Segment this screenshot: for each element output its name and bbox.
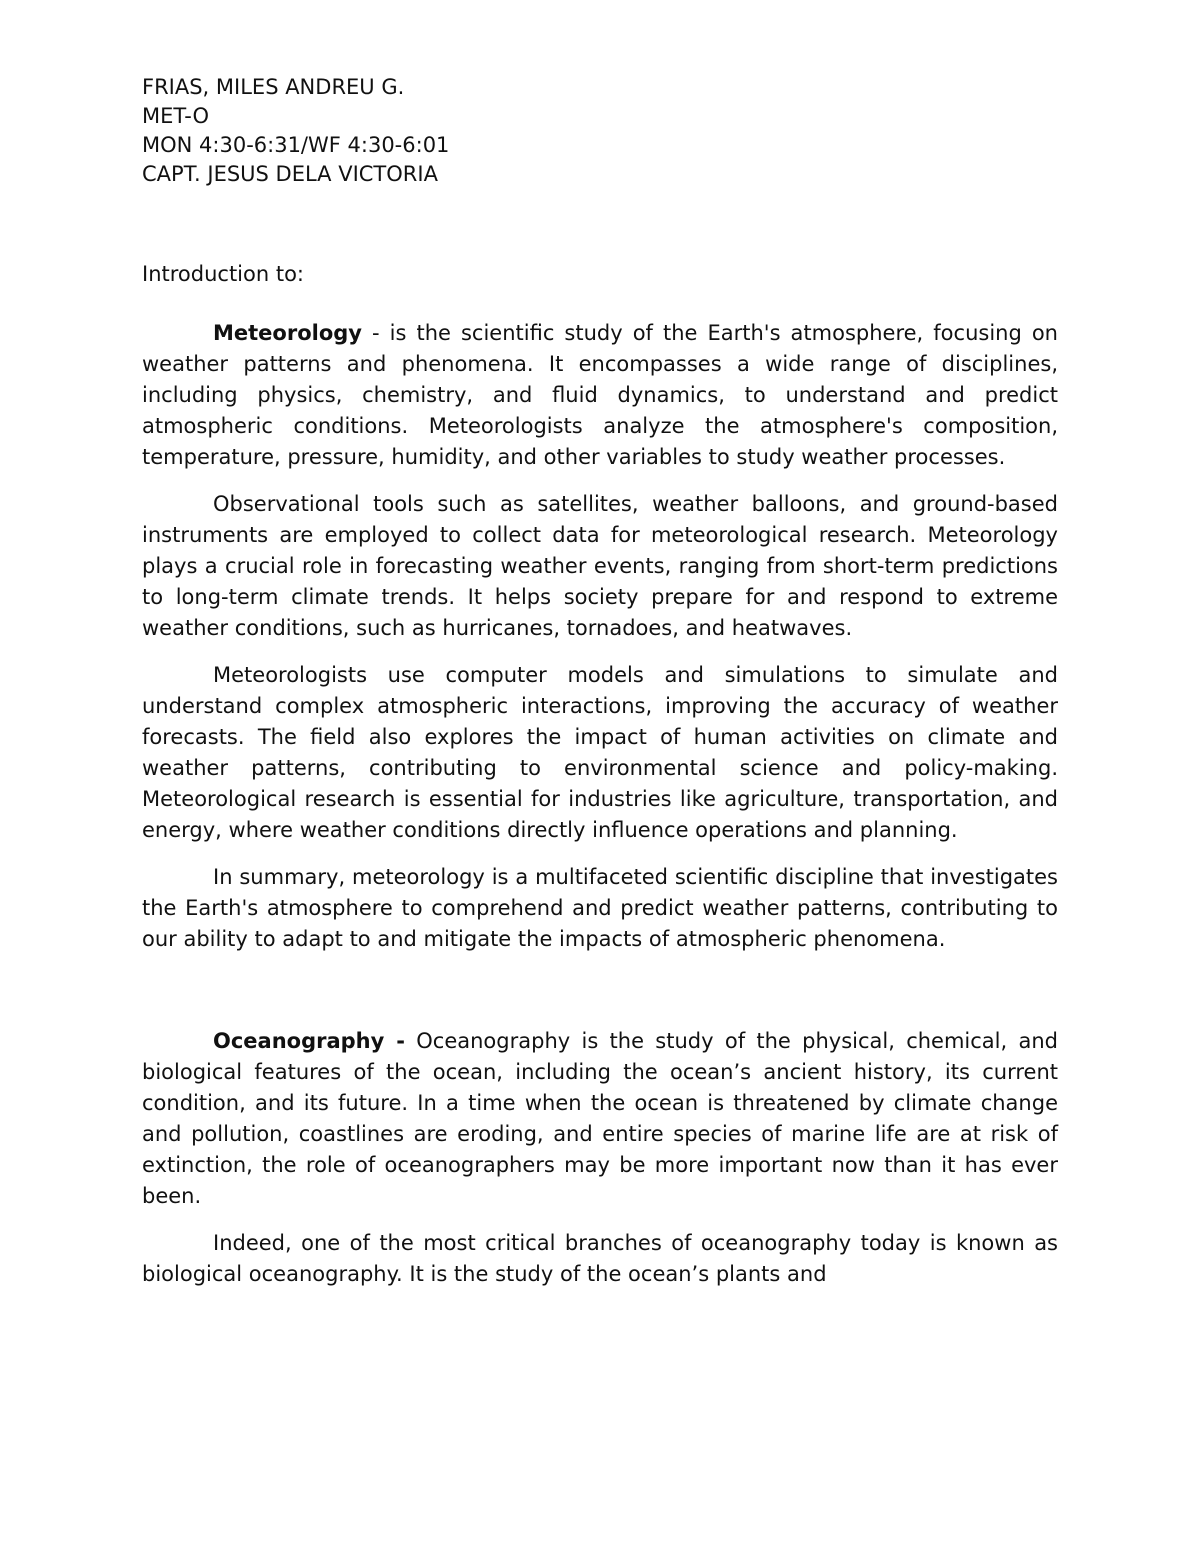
- oceanography-term: Oceanography -: [213, 1029, 405, 1053]
- class-schedule: MON 4:30-6:31/WF 4:30-6:01: [142, 133, 450, 157]
- meteorology-paragraph-1: [142, 318, 1058, 473]
- document-page: [142, 73, 1058, 1290]
- oceanography-paragraph-1: [142, 1026, 1058, 1212]
- intro-heading: Introduction to:: [142, 262, 305, 286]
- oceanography-paragraph-2: Indeed, one of the most critical branches of oceanography today is known as biological oceanography. It is the study of the ocean’s plants and: [142, 1231, 1058, 1286]
- meteorology-paragraph-2: Observational tools such as satellites, weather balloons, and ground-based instruments are employed to collect data for meteorological research. Meteorology plays a crucial role in forecasting weather events, ranging from short-term predictions to long-term climate trends. It helps society prepare for and respond to extreme weather conditions, such as hurricanes, tornadoes, and heatwaves.: [142, 492, 1058, 640]
- meteorology-paragraph-3: Meteorologists use computer models and simulations to simulate and understand complex atmospheric interactions, improving the accuracy of weather forecasts. The field also explores the impact of human activities on climate and weather patterns, contributing to environmental science and policy-making. Meteorological research is essential for industries like agriculture, transportation, and energy, where weather conditions directly influence operations and planning.: [142, 663, 1058, 842]
- meteorology-term: Meteorology: [213, 321, 362, 345]
- course-code: MET-O: [142, 104, 209, 128]
- instructor-name: CAPT. JESUS DELA VICTORIA: [142, 162, 438, 186]
- meteorology-paragraph-4: In summary, meteorology is a multifaceted scientific discipline that investigates the Earth's atmosphere to comprehend and predict weather patterns, contributing to our ability to adapt to and mitigate the impacts of atmospheric phenomena.: [142, 865, 1058, 951]
- meteorology-definition: - is the scientific study of the Earth's atmosphere, focusing on weather patterns and phenomena. It encompasses a wide range of disciplines, including physics, chemistry, and fluid dynamics, to understand and predict atmospheric conditions. Meteorologists analyze the atmosphere's composition, temperature, pressure, humidity, and other variables to study weather processes.: [142, 321, 1058, 469]
- oceanography-definition: Oceanography is the study of the physical, chemical, and biological features of the ocean, including the ocean’s ancient history, its current condition, and its future. In a time when the ocean is threatened by climate change and pollution, coastlines are eroding, and entire species of marine life are at risk of extinction, the role of oceanographers may be more important now than it has ever been.: [142, 1029, 1058, 1208]
- student-name: FRIAS, MILES ANDREU G.: [142, 75, 405, 99]
